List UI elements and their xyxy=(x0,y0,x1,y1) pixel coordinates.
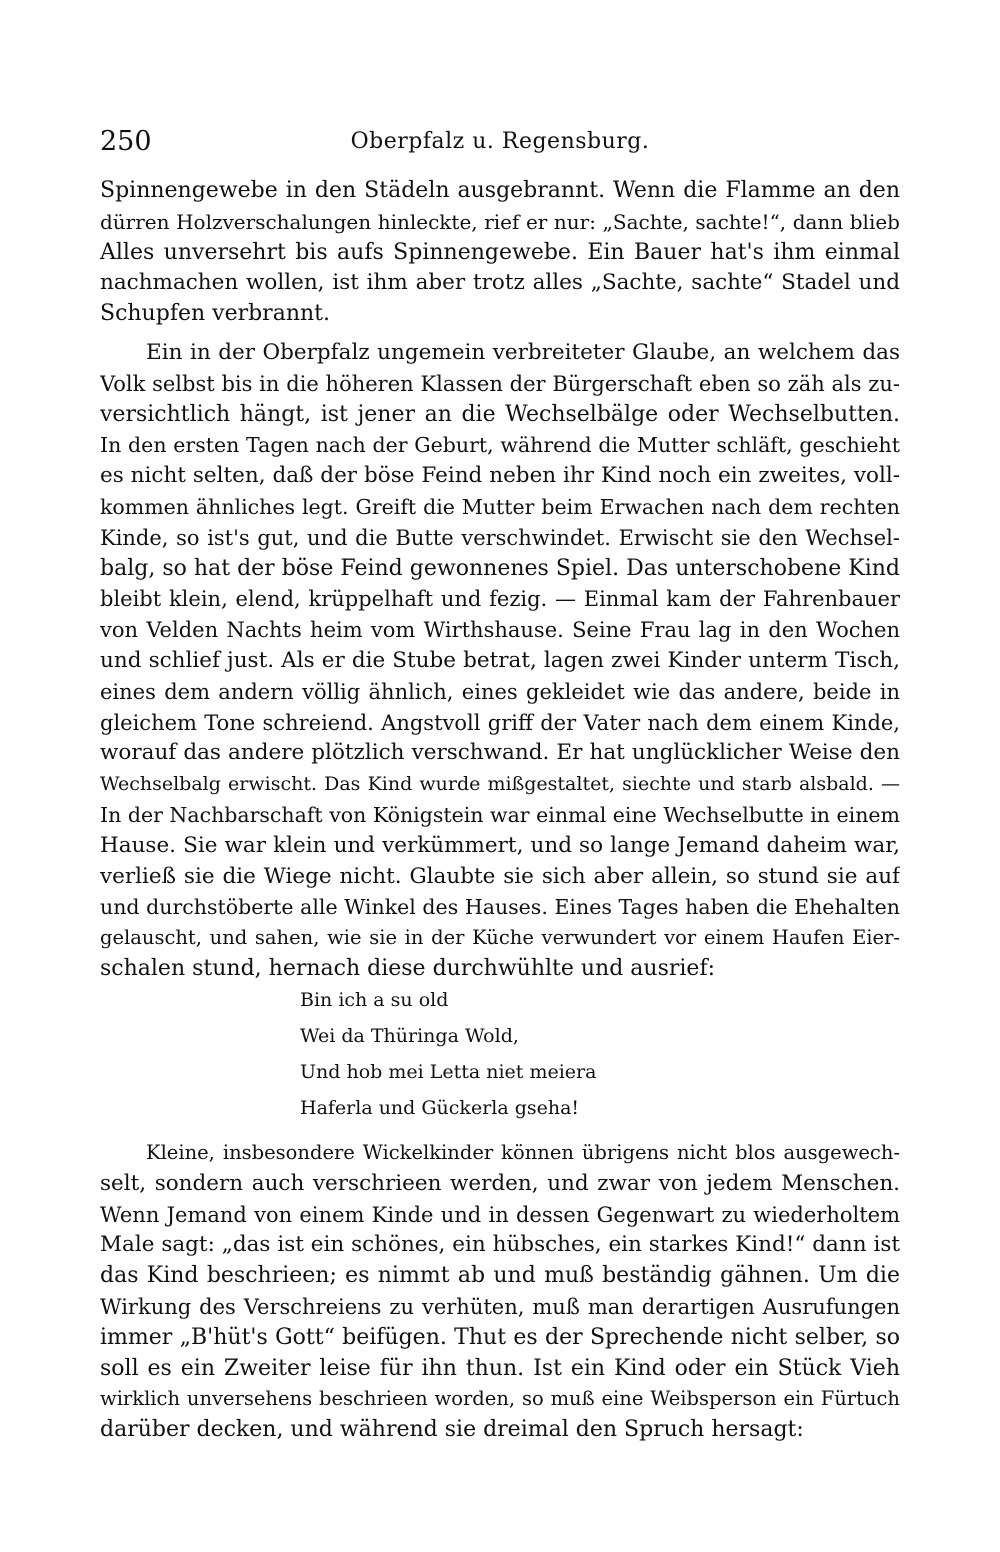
text-line: Male sagt: „das ist ein schönes, ein hübsches, ein starkes Kind!“ dann ist xyxy=(100,1232,900,1258)
verse-line: Und hob mei Letta niet meiera xyxy=(300,1061,597,1083)
verse-line: Haferla und Gückerla gseha! xyxy=(300,1097,580,1119)
verse-line: Bin ich a su old xyxy=(300,989,449,1011)
page-number: 250 xyxy=(100,126,152,157)
text-line: von Velden Nachts heim vom Wirthshause. Seine Frau lag in den Wochen xyxy=(100,618,900,643)
text-line: kommen ähnliches legt. Greift die Mutter beim Erwachen nach dem rechten xyxy=(100,494,900,519)
running-head: Oberpfalz u. Regensburg. xyxy=(350,129,650,154)
text-line: In den ersten Tagen nach der Geburt, während die Mutter schläft, geschieht xyxy=(100,433,900,458)
verse-block xyxy=(300,982,700,1126)
text-line: und durchstöberte alle Winkel des Hauses. Eines Tages haben die Ehehalten xyxy=(100,895,900,920)
text-line: Wenn Jemand von einem Kinde und in dessen Gegenwart zu wiederholtem xyxy=(100,1202,900,1227)
paragraph-continuation xyxy=(100,176,900,330)
text-line: schalen stund, hernach diese durchwühlte und ausrief: xyxy=(100,955,716,981)
text-line: es nicht selten, daß der böse Feind neben ihr Kind noch ein zweites, voll- xyxy=(100,463,900,489)
text-line: Kinde, so ist's gut, und die Butte verschwindet. Erwischt sie den Wechsel- xyxy=(100,525,900,550)
text-line: nachmachen wollen, ist ihm aber trotz alles „Sachte, sachte“ Stadel und xyxy=(100,270,900,296)
text-line: Schupfen verbrannt. xyxy=(100,301,330,327)
text-line: balg, so hat der böse Feind gewonnenes Spiel. Das unterschobene Kind xyxy=(100,555,900,581)
text-line: selt, sondern auch verschrieen werden, und zwar von jedem Menschen. xyxy=(100,1170,900,1196)
text-line: Volk selbst bis in die höheren Klassen der Bürgerschaft eben so zäh als zu- xyxy=(100,371,900,396)
text-line: soll es ein Zweiter leise für ihn thun. Ist ein Kind oder ein Stück Vieh xyxy=(100,1355,900,1381)
text-line: In der Nachbarschaft von Königstein war einmal eine Wechselbutte in einem xyxy=(100,802,900,827)
text-line: immer „B'hüt's Gott“ beifügen. Thut es der Sprechende nicht selber, so xyxy=(100,1324,900,1350)
verse-line: Wei da Thüringa Wold, xyxy=(300,1025,519,1047)
text-line: und schlief just. Als er die Stube betrat, lagen zwei Kinder unterm Tisch, xyxy=(100,647,900,673)
text-line: wirklich unversehens beschrieen worden, so muß eine Weibsperson ein Fürtuch xyxy=(100,1387,900,1411)
text-line: Wechselbalg erwischt. Das Kind wurde mißgestaltet, siechte und starb alsbald. — xyxy=(100,773,900,796)
text-line: versichtlich hängt, ist jener an die Wechselbälge oder Wechselbutten. xyxy=(100,401,900,427)
paragraph-verschrieen xyxy=(100,1138,900,1446)
page-header xyxy=(100,124,900,160)
text-line: dürren Holzverschalungen hinleckte, rief er nur: „Sachte, sachte!“, dann blieb xyxy=(100,209,900,234)
text-line: Ein in der Oberpfalz ungemein verbreiteter Glaube, an welchem das xyxy=(146,340,900,365)
text-line: Wirkung des Verschreiens zu verhüten, muß man derartigen Ausrufungen xyxy=(100,1294,900,1319)
text-line: worauf das andere plötzlich verschwand. Er hat unglücklicher Weise den xyxy=(100,740,900,766)
text-line: Hause. Sie war klein und verkümmert, und so lange Jemand daheim war, xyxy=(100,832,900,858)
text-line: Alles unversehrt bis aufs Spinnengewebe. Ein Bauer hat's ihm einmal xyxy=(100,239,900,265)
text-line: verließ sie die Wiege nicht. Glaubte sie sich aber allein, so stund sie auf xyxy=(100,863,900,889)
text-line: gleichem Tone schreiend. Angstvoll griff der Vater nach dem einem Kinde, xyxy=(100,710,900,735)
paragraph-wechselbaelge xyxy=(100,338,900,985)
text-line: gelauscht, und sahen, wie sie in der Küche verwundert vor einem Haufen Eier- xyxy=(100,926,900,950)
text-line: eines dem andern völlig ähnlich, eines gekleidet wie das andere, beide in xyxy=(100,679,900,704)
text-line: Kleine, insbesondere Wickelkinder können übrigens nicht blos ausgewech- xyxy=(146,1141,900,1164)
text-line: das Kind beschrieen; es nimmt ab und muß beständig gähnen. Um die xyxy=(100,1263,900,1289)
text-line: Spinnengewebe in den Städeln ausgebrannt. Wenn die Flamme an den xyxy=(100,178,900,203)
text-line: bleibt klein, elend, krüppelhaft und fezig. — Einmal kam der Fahrenbauer xyxy=(100,587,900,612)
text-line: darüber decken, und während sie dreimal den Spruch hersagt: xyxy=(100,1417,804,1443)
